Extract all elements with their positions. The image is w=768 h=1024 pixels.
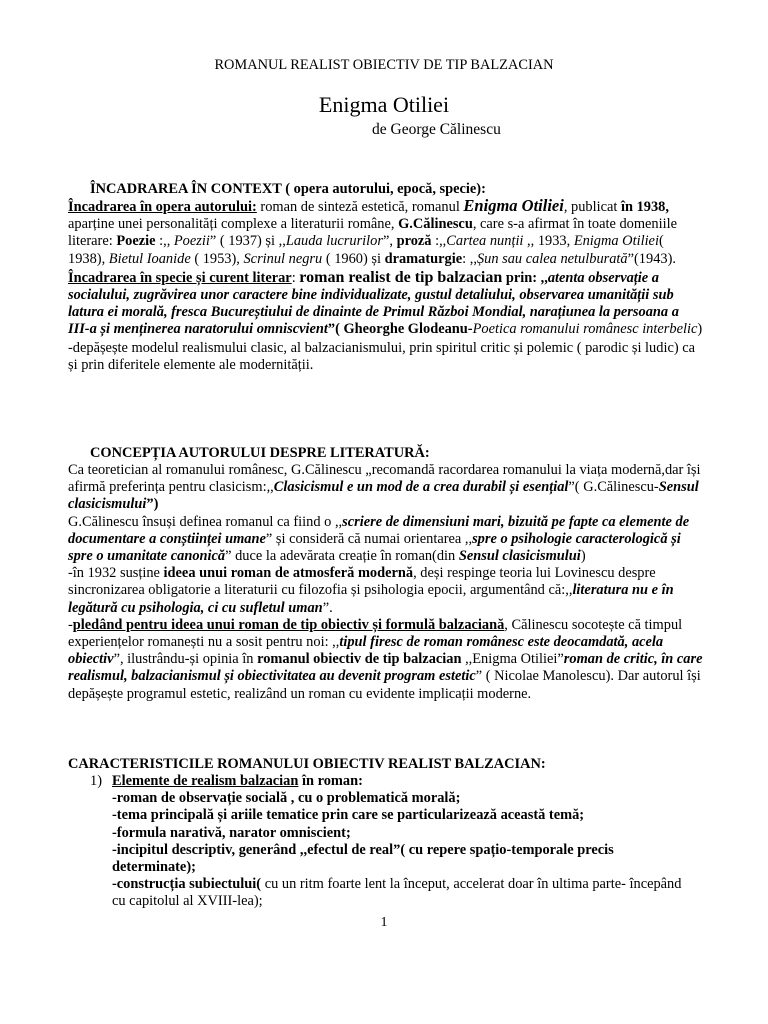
list-item: -construcția subiectului( cu un ritm foarte lent la început, accelerat doar în ultima parte- începând cu capitolul al XVIII-lea); [112, 876, 682, 910]
context-paragraph-modernitate: -depășește modelul realismului clasic, al balzacianismului, prin spiritul critic și polemic ( parodic și ludic) ca și prin diferitele elemente ale modernității. [68, 339, 695, 373]
concept-section [68, 462, 704, 703]
page-number: 1 [380, 915, 388, 930]
list-item-heading: Elemente de realism balzacian în roman: [112, 773, 363, 789]
context-paragraph-specie: Încadrarea în specie și curent literar: roman realist de tip balzacian prin: ,,atenta observație a socialului, zugrăvirea unor caractere bine individualizate, gustul detaliului, observarea umanității sub latura ei morală, fresca Bucureștiului de dinainte de Primul Război Mondial, narațiunea la persoana a III-a și menținerea naratorului omniscvient”( Gheorghe Glodeanu-Poetica romanului românesc interbelic) [68, 268, 703, 338]
list-item-text: -roman de observație socială , cu o problematică morală; [112, 790, 461, 807]
concept-paragraph-balzacian: -pledând pentru ideea unui roman de tip obiectiv și formulă balzaciană, Călinescu socotește că timpul experiențelor romanești nu a sosit pentru noi: ,,tipul firesc de roman românesc este deocamdată, acela obiectiv”, ilustrându-și opinia în romanul obiectiv de tip balzacian ,,Enigma Otiliei”roman de critic, în care realismul, balzacianismul și obiectivitatea au devenit program estetic” ( Nicolae Manolescu). Dar autorul își depășește programul estetic, realizând un roman cu evidente implicații moderne. [68, 616, 703, 702]
features-list [90, 773, 690, 911]
list-item [112, 807, 690, 824]
context-paragraph-opera: Încadrarea în opera autorului: roman de sinteză estetică, romanul Enigma Otiliei, publicat în 1938, aparține unei personalități complexe a literaturii române, G.Călinescu, care s-a afirmat în toate domeniile literare: Poezie :,, Poezii” ( 1937) și ,,Lauda lucrurilor”, proză :,,Cartea nunții ,, 1933, Enigma Otiliei( 1938), Bietul Ioanide ( 1953), Scrinul negru ( 1960) și dramaturgie: ,,Șun sau calea netulburată”(1943). [68, 196, 678, 267]
concept-heading: CONCEPȚIA AUTORULUI DESPRE LITERATURĂ: [90, 445, 430, 461]
concept-paragraph-definitie: G.Călinescu însuși definea romanul ca fiind o ,,scriere de dimensiuni mari, bizuită pe fapte ca elemente de documentare a conștiinței umane” și consideră că numai orientarea ,,spre o psihologie caracterologică și spre o umanitate canonică” duce la adevărata creație în roman(din Sensul clasicismului) [68, 513, 690, 565]
list-item-text: -formula narativă, narator omniscient; [112, 824, 351, 841]
concept-paragraph-1932: -în 1932 susține ideea unui roman de atmosferă modernă, deși respinge teoria lui Lovinescu despre sincronizarea obligatorie a literaturii cu filozofia și psihologia epocii, argumentând că:,,literatura nu e în legătură cu psihologia, ci cu sufletul uman”. [68, 565, 674, 616]
list-item-text: -tema principală și ariile tematice prin care se particularizează această temă; [112, 807, 585, 824]
list-item [112, 842, 690, 876]
concept-paragraph-teoretician: Ca teoretician al romanului românesc, G.Călinescu „recomandă racordarea romanului la viața modernă,dar își afirmă preferința pentru clasicism:,,Clasicismul e un mod de a crea durabil și esențial”( G.Călinescu-Sensul clasicismului”) [68, 462, 701, 513]
document-top-title: ROMANUL REALIST OBIECTIV DE TIP BALZACIAN [214, 57, 554, 73]
context-section [68, 197, 704, 374]
context-heading: ÎNCADRAREA ÎN CONTEXT ( opera autorului, epocă, specie): [90, 181, 486, 197]
document-author: de George Călinescu [372, 121, 501, 138]
features-items [112, 790, 690, 876]
document-main-title: Enigma Otiliei [318, 92, 450, 117]
list-item [112, 825, 690, 842]
features-heading: CARACTERISTICILE ROMANULUI OBIECTIV REALIST BALZACIAN: [68, 756, 546, 772]
list-item [112, 790, 690, 807]
list-item-text: -incipitul descriptiv, generând ,,efectul de real”( cu repere spațio-temporale precis determinate); [112, 841, 614, 876]
list-number: 1) [90, 773, 102, 789]
